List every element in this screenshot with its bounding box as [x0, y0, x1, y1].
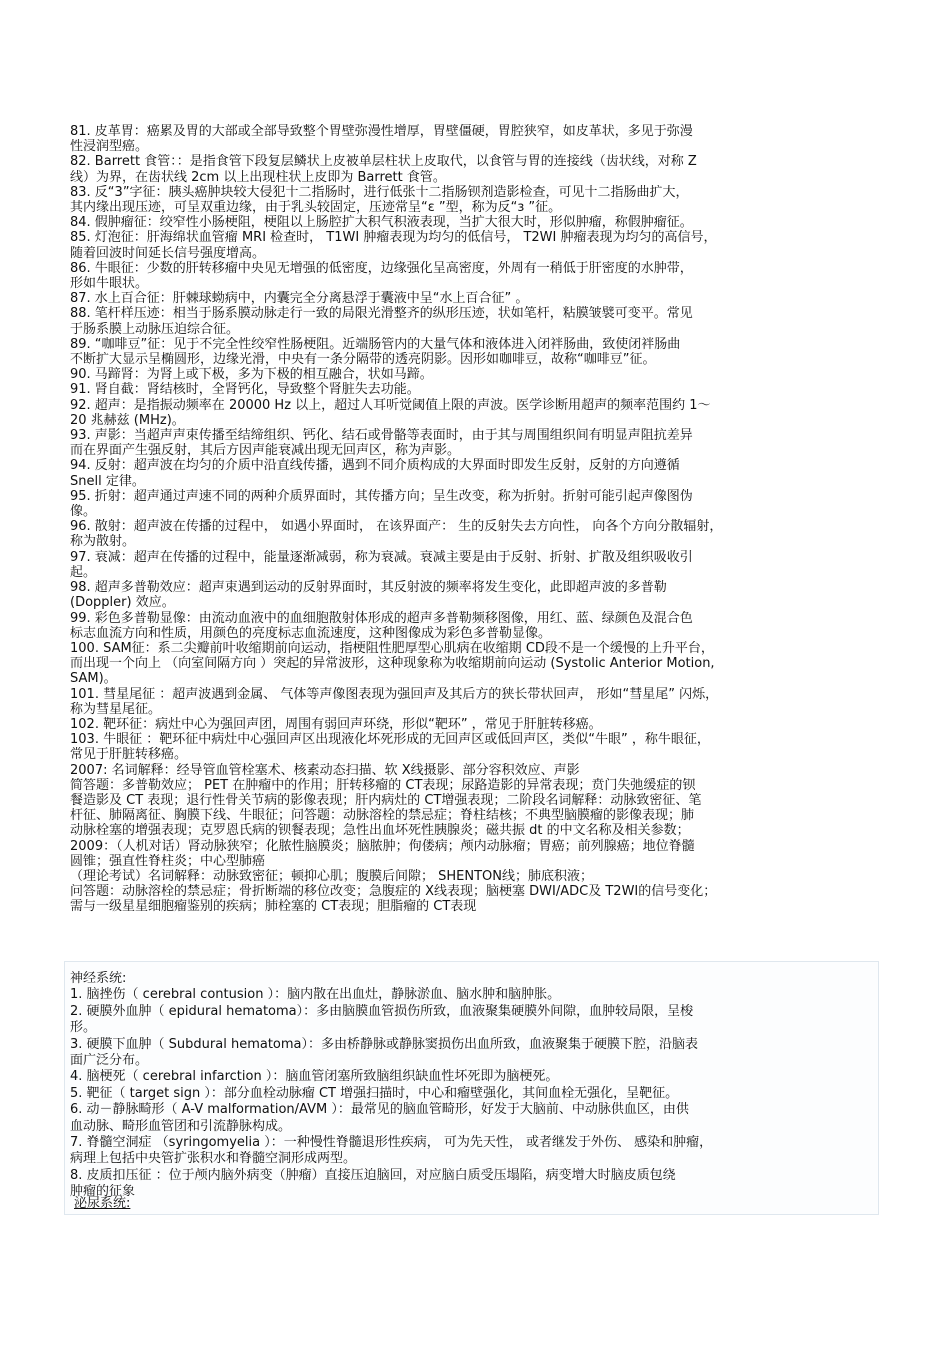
neuro-text-line: 6. 动－静脉畸形（ A-V malformation/AVM ）：最常见的脑血管畸形，好发于大脑前、中动脉供血区，由供: [70, 1102, 689, 1118]
main-text-line: 形如牛眼状。: [70, 276, 149, 292]
neuro-text-line: 3. 硬膜下血肿（ Subdural hematoma）：多由桥静脉或静脉窦损伤出血所致，血液聚集于硬膜下腔，沿脑表: [70, 1036, 699, 1052]
main-text-line: (Doppler) 效应。: [70, 595, 175, 611]
neuro-text-line: 5. 靶征（ target sign ）：部分血栓动脉瘤 CT 增强扫描时，中心和瘤壁强化，其间血栓无强化，呈靶征。: [70, 1085, 679, 1101]
neuro-text-line: 神经系统:: [70, 971, 127, 986]
main-text-line: 2007: 名词解释：经导管血管栓塞术、核素动态扫描、软 X线摄影、部分容积效应、声影: [70, 762, 580, 778]
main-text-line: 87. 水上百合征：肝棘球蚴病中，内囊完全分离悬浮于囊液中呈“水上百合征” 。: [70, 291, 529, 307]
main-text-line: 起。: [70, 564, 97, 580]
neuro-text-line: 4. 脑梗死（ cerebral infarction ）：脑血管闭塞所致脑组织缺血性坏死即为脑梗死。: [70, 1069, 559, 1085]
main-text-line: 85. 灯泡征：肝海绵状血管瘤 MRI 检查时， T1WI 肿瘤表现为均匀的低信号， T2WI 肿瘤表现为均匀的高信号，: [70, 230, 717, 246]
main-text-line: 而在界面产生强反射，其后方因声能衰减出现无回声区，称为声影。: [70, 443, 461, 459]
main-text-line: 简答题：多普勒效应； PET 在肿瘤中的作用；肝转移瘤的 CT表现；尿路造影的异常表现；贲门失弛缓症的钡: [70, 777, 696, 793]
neuro-text-line: 形。: [70, 1020, 97, 1036]
neuro-text-block: [70, 971, 880, 1201]
main-text-line: 83. 反“3”字征：胰头癌肿块较大侵犯十二指肠时，进行低张十二指肠钡剂造影检查，可见十二指肠曲扩大，: [70, 184, 689, 200]
main-text-line: 84. 假肿瘤征：绞窄性小肠梗阻，梗阻以上肠腔扩大积气积液表现，当扩大很大时，形似肿瘤，称假肿瘤征。: [70, 215, 693, 231]
main-text-line: 称为散射。: [70, 534, 136, 550]
main-text-line: 常见于肝脏转移癌。: [70, 747, 188, 763]
main-text-line: 102. 靶环征：病灶中心为强回声团，周围有弱回声环绕，形似“靶环” ，常见于肝脏转移癌。: [70, 716, 602, 732]
neuro-text-line: 7. 脊髓空洞症 （syringomyelia ）：一种慢性脊髓退形性疾病， 可为先天性， 或者继发于外伤、 感染和肿瘤，: [70, 1135, 713, 1151]
neuro-text-line: 肿瘤的征象: [70, 1184, 136, 1200]
main-text-line: 需与一级星星细胞瘤鉴别的疾病；肺栓塞的 CT表现；胆脂瘤的 CT表现: [70, 899, 477, 915]
neuro-text-line: 2. 硬膜外血肿（ epidural hematoma）：多由脑膜血管损伤所致，血液聚集硬膜外间隙，血肿较局限，呈梭: [70, 1003, 694, 1019]
main-text-line: 称为彗星尾征。: [70, 701, 162, 717]
main-text-line: SAM)。: [70, 671, 117, 687]
main-text-line: 100. SAM征：系二尖瓣前叶收缩期前向运动，指梗阻性肥厚型心肌病在收缩期 CD段不是一个缓慢的上升平台，: [70, 640, 714, 656]
main-text-line: 86. 牛眼征：少数的肝转移瘤中央见无增强的低密度，边缘强化呈高密度，外周有一稍低于肝密度的水肿带，: [70, 260, 693, 276]
main-text-line: 82. Barrett 食管：：是指食管下段复层鳞状上皮被单层柱状上皮取代，以食管与胃的连接线（齿状线，对称 Z: [70, 154, 697, 170]
uro-heading: 泌尿系统:: [74, 1196, 131, 1211]
main-text-block: [70, 124, 880, 915]
main-text-line: 圆锥；强直性脊柱炎；中心型肺癌: [70, 853, 266, 869]
main-text-line: 93. 声影：当超声声束传播至结缔组织、钙化、结石或骨骼等表面时，由于其与周围组织间有明显声阻抗差异: [70, 428, 693, 444]
main-text-line: 像。: [70, 504, 97, 520]
main-text-line: 92. 超声：是指振动频率在 20000 Hz 以上，超过人耳听觉阈值上限的声波。医学诊断用超声的频率范围约 1～: [70, 397, 711, 413]
neuro-text-line: 8. 皮质扣压征 ：位于颅内脑外病变（肿瘤）直接压迫脑回，对应脑白质受压塌陷，病变增大时脑皮质包绕: [70, 1167, 676, 1183]
main-text-line: 餐造影及 CT 表现；退行性骨关节病的影像表现；肝内病灶的 CT增强表现；二阶段名词解释：动脉致密征、笔: [70, 792, 702, 808]
main-text-line: 性浸润型癌。: [70, 139, 149, 155]
main-text-line: 101. 彗星尾征 ：超声波遇到金属、 气体等声像图表现为强回声及其后方的狭长带状回声， 形如“彗星尾” 闪烁，: [70, 686, 719, 702]
main-text-line: 标志血流方向和性质，用颜色的亮度标志血流速度，这种图像成为彩色多普勒显像。: [70, 625, 552, 641]
main-text-line: 103. 牛眼征 ：靶环征中病灶中心强回声区出现液化坏死形成的无回声区或低回声区，类似“牛眼” ，称牛眼征，: [70, 732, 710, 748]
main-text-line: （理论考试）名词解释：动脉致密征；顿抑心肌；腹膜后间隙； SHENTON线；肺底积液；: [70, 868, 593, 884]
main-text-line: 问答题：动脉溶栓的禁忌症；骨折断端的移位改变；急腹症的 X线表现；脑梗塞 DWI/ADC及 T2WI的信号变化；: [70, 884, 717, 900]
neuro-text-line: 面广泛分布。: [70, 1053, 149, 1069]
main-text-line: Snell 定律。: [70, 473, 145, 489]
main-text-line: 88. 笔杆样压迹：相当于肠系膜动脉走行一致的局限光滑整齐的纵形压迹，状如笔杆，粘膜皱襞可变平。常见: [70, 306, 693, 322]
main-text-line: 91. 肾自截：肾结核时，全肾钙化，导致整个肾脏失去功能。: [70, 382, 420, 398]
neuro-text-line: 1. 脑挫伤（ cerebral contusion ）：脑内散在出血灶，静脉淤血、脑水肿和脑肿胀。: [70, 987, 561, 1003]
main-text-line: 杆征、肺隔离征、胸膜下线、牛眼征；问答题：动脉溶栓的禁忌症；脊柱结核；不典型脑膜瘤的影像表现；肺: [70, 808, 695, 824]
main-text-line: 2009：（人机对话）肾动脉狭窄；化脓性脑膜炎；脑脓肿；佝偻病；颅内动脉瘤；胃癌；前列腺癌；地位脊髓: [70, 838, 695, 854]
main-text-line: 81. 皮革胃：癌累及胃的大部或全部导致整个胃壁弥漫性增厚，胃壁僵硬，胃腔狭窄，如皮革状，多见于弥漫: [70, 124, 693, 139]
main-text-line: 线）为界，在齿状线 2cm 以上出现柱状上皮即为 Barrett 食管。: [70, 169, 446, 185]
main-text-line: 97. 衰减：超声在传播的过程中，能量逐渐减弱，称为衰减。衰减主要是由于反射、折射、扩散及组织吸收引: [70, 549, 693, 565]
main-text-line: 95. 折射：超声通过声速不同的两种介质界面时，其传播方向；呈生改变，称为折射。折射可能引起声像图伪: [70, 488, 693, 504]
main-text-line: 动脉栓塞的增强表现；克罗恩氏病的钡餐表现；急性出血坏死性胰腺炎；磁共振 dt 的中文名称及相关参数；: [70, 823, 690, 839]
main-text-line: 于肠系膜上动脉压迫综合征。: [70, 321, 240, 337]
neuro-text-line: 病理上包括中央管扩张积水和脊髓空洞形成两型。: [70, 1151, 357, 1167]
main-text-line: 随着回波时间延长信号强度增高。: [70, 245, 266, 261]
main-text-line: 不断扩大显示呈椭圆形，边缘光滑，中央有一条分隔带的透亮阴影。因形如咖啡豆，故称“咖啡豆”征。: [70, 352, 656, 368]
main-text-line: 96. 散射：超声波在传播的过程中， 如遇小界面时， 在该界面产： 生的反射失去方向性， 向各个方向分散辐射，: [70, 519, 723, 535]
main-text-line: 89. “咖啡豆”征：见于不完全性绞窄性肠梗阻。近端肠管内的大量气体和液体进入闭袢肠曲，致使闭袢肠曲: [70, 336, 681, 352]
main-text-line: 而出现一个向上 （向室间隔方向 ）突起的异常波形，这种现象称为收缩期前向运动 (Systolic Anterior Motion,: [70, 656, 715, 672]
main-text-line: 90. 马蹄肾：为肾上或下极，多为下极的相互融合，状如马蹄。: [70, 367, 433, 383]
main-text-line: 98. 超声多普勒效应：超声束遇到运动的反射界面时，其反射波的频率将发生变化，此即超声波的多普勒: [70, 580, 667, 596]
main-text-line: 99. 彩色多普勒显像：由流动血液中的血细胞散射体形成的超声多普勒频移图像，用红、蓝、绿颜色及混合色: [70, 610, 693, 626]
main-text-line: 其内缘出现压迹，可呈双重边缘，由于乳头较固定，压迹常呈“ε ”型，称为反“з ”征。: [70, 200, 562, 216]
main-text-line: 20 兆赫兹 (MHz)。: [70, 412, 185, 428]
main-text-line: 94. 反射：超声波在均匀的介质中沿直线传播，遇到不同介质构成的大界面时即发生反射，反射的方向遵循: [70, 458, 680, 474]
neuro-text-line: 血动脉、畸形血管团和引流静脉构成。: [70, 1118, 292, 1134]
